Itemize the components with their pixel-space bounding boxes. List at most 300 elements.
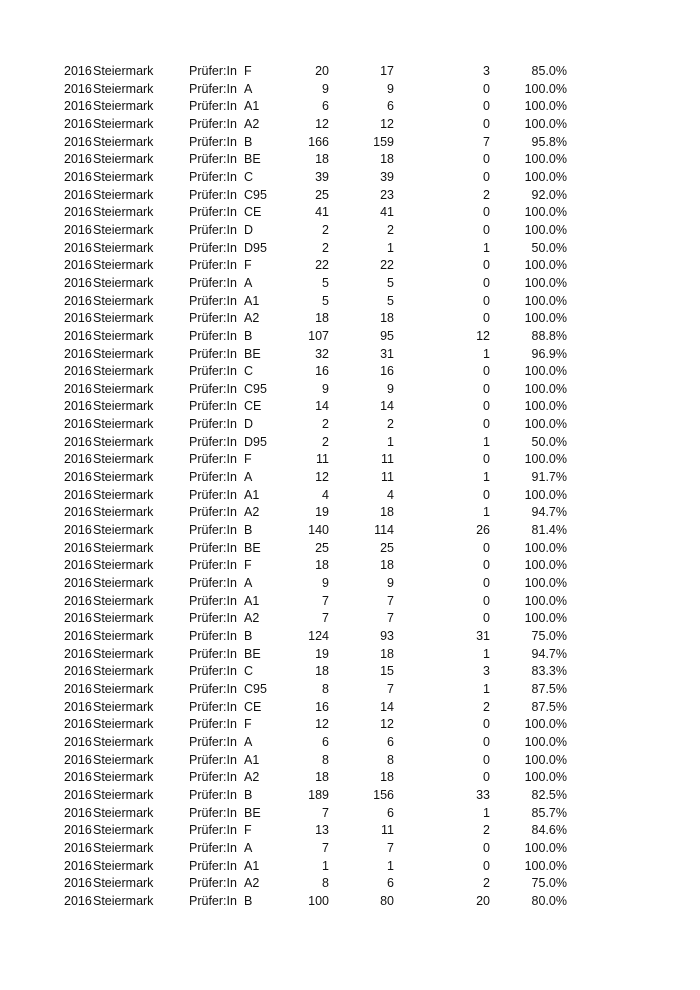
- table-row: [0, 151, 700, 169]
- license-class-cell: BE: [244, 805, 261, 820]
- total-cell: 2: [322, 222, 329, 237]
- region-cell: Steiermark: [93, 840, 154, 855]
- pass-rate-cell: 100.0%: [524, 487, 567, 502]
- passed-cell: 14: [380, 699, 394, 714]
- role-cell: Prüfer:In: [189, 187, 237, 202]
- year-cell: 2016: [64, 381, 92, 396]
- pass-rate-cell: 100.0%: [524, 81, 567, 96]
- year-cell: 2016: [64, 205, 92, 220]
- passed-cell: 18: [380, 152, 394, 167]
- role-cell: Prüfer:In: [189, 64, 237, 78]
- table-row: [0, 257, 700, 275]
- license-class-cell: C: [244, 169, 254, 184]
- year-cell: 2016: [64, 576, 92, 591]
- failed-cell: 2: [483, 699, 490, 714]
- total-cell: 140: [308, 523, 329, 538]
- total-cell: 1: [322, 858, 329, 873]
- region-cell: Steiermark: [93, 876, 154, 891]
- passed-cell: 12: [380, 717, 394, 732]
- year-cell: 2016: [64, 487, 92, 502]
- failed-cell: 0: [483, 593, 490, 608]
- table-row: [0, 875, 700, 893]
- license-class-cell: B: [244, 134, 253, 149]
- year-cell: 2016: [64, 611, 92, 626]
- passed-cell: 9: [387, 381, 394, 396]
- failed-cell: 0: [483, 734, 490, 749]
- table-row: [0, 328, 700, 346]
- passed-cell: 80: [380, 893, 394, 908]
- region-cell: Steiermark: [93, 893, 154, 908]
- pass-rate-cell: 75.0%: [531, 629, 567, 643]
- passed-cell: 2: [387, 417, 394, 432]
- region-cell: Steiermark: [93, 205, 154, 220]
- failed-cell: 0: [483, 576, 490, 591]
- failed-cell: 0: [483, 293, 490, 308]
- failed-cell: 1: [483, 240, 490, 255]
- total-cell: 22: [315, 258, 329, 273]
- role-cell: Prüfer:In: [189, 576, 237, 591]
- license-class-cell: C95: [244, 187, 267, 202]
- region-cell: Steiermark: [93, 328, 154, 343]
- table-row: [0, 363, 700, 381]
- pass-rate-cell: 85.7%: [531, 805, 567, 820]
- role-cell: Prüfer:In: [189, 328, 237, 343]
- year-cell: 2016: [64, 523, 92, 538]
- license-class-cell: B: [244, 787, 253, 802]
- region-cell: Steiermark: [93, 805, 154, 820]
- license-class-cell: A1: [244, 752, 260, 767]
- year-cell: 2016: [64, 64, 92, 78]
- table-row: [0, 469, 700, 487]
- region-cell: Steiermark: [93, 187, 154, 202]
- year-cell: 2016: [64, 681, 92, 696]
- failed-cell: 7: [483, 134, 490, 149]
- total-cell: 19: [315, 505, 329, 520]
- pass-rate-cell: 100.0%: [524, 364, 567, 379]
- license-class-cell: A1: [244, 293, 260, 308]
- total-cell: 2: [322, 434, 329, 449]
- total-cell: 20: [315, 64, 329, 78]
- role-cell: Prüfer:In: [189, 699, 237, 714]
- passed-cell: 11: [381, 470, 394, 485]
- role-cell: Prüfer:In: [189, 169, 237, 184]
- role-cell: Prüfer:In: [189, 258, 237, 273]
- failed-cell: 0: [483, 770, 490, 785]
- year-cell: 2016: [64, 805, 92, 820]
- license-class-cell: A1: [244, 487, 260, 502]
- year-cell: 2016: [64, 275, 92, 290]
- year-cell: 2016: [64, 823, 92, 838]
- table-row: [0, 646, 700, 664]
- total-cell: 9: [322, 576, 329, 591]
- license-class-cell: A2: [244, 311, 260, 326]
- passed-cell: 18: [380, 770, 394, 785]
- pass-rate-cell: 100.0%: [524, 275, 567, 290]
- total-cell: 100: [308, 893, 329, 908]
- table-row: [0, 734, 700, 752]
- failed-cell: 0: [483, 540, 490, 555]
- passed-cell: 156: [373, 787, 394, 802]
- role-cell: Prüfer:In: [189, 134, 237, 149]
- license-class-cell: A: [244, 576, 253, 591]
- role-cell: Prüfer:In: [189, 417, 237, 432]
- total-cell: 189: [308, 787, 329, 802]
- role-cell: Prüfer:In: [189, 646, 237, 661]
- table-row: [0, 451, 700, 469]
- table-row: [0, 787, 700, 805]
- total-cell: 7: [322, 611, 329, 626]
- failed-cell: 3: [483, 664, 490, 679]
- region-cell: Steiermark: [93, 664, 154, 679]
- total-cell: 18: [315, 558, 329, 573]
- total-cell: 5: [322, 293, 329, 308]
- total-cell: 18: [315, 152, 329, 167]
- region-cell: Steiermark: [93, 470, 154, 485]
- passed-cell: 41: [380, 205, 394, 220]
- pass-rate-cell: 85.0%: [531, 64, 567, 78]
- table-row: [0, 346, 700, 364]
- region-cell: Steiermark: [93, 770, 154, 785]
- passed-cell: 7: [387, 681, 394, 696]
- passed-cell: 1: [387, 858, 394, 873]
- role-cell: Prüfer:In: [189, 558, 237, 573]
- table-row: [0, 98, 700, 116]
- license-class-cell: A2: [244, 116, 260, 131]
- total-cell: 7: [322, 805, 329, 820]
- license-class-cell: BE: [244, 646, 261, 661]
- total-cell: 2: [322, 417, 329, 432]
- pass-rate-cell: 50.0%: [531, 240, 567, 255]
- year-cell: 2016: [64, 540, 92, 555]
- failed-cell: 12: [476, 328, 490, 343]
- license-class-cell: A: [244, 81, 253, 96]
- role-cell: Prüfer:In: [189, 470, 237, 485]
- role-cell: Prüfer:In: [189, 205, 237, 220]
- total-cell: 25: [315, 187, 329, 202]
- total-cell: 12: [315, 116, 329, 131]
- region-cell: Steiermark: [93, 717, 154, 732]
- role-cell: Prüfer:In: [189, 629, 237, 643]
- role-cell: Prüfer:In: [189, 540, 237, 555]
- region-cell: Steiermark: [93, 399, 154, 414]
- table-row: [0, 699, 700, 717]
- year-cell: 2016: [64, 311, 92, 326]
- pass-rate-cell: 100.0%: [524, 258, 567, 273]
- total-cell: 12: [315, 470, 329, 485]
- year-cell: 2016: [64, 752, 92, 767]
- role-cell: Prüfer:In: [189, 681, 237, 696]
- region-cell: Steiermark: [93, 646, 154, 661]
- passed-cell: 39: [380, 169, 394, 184]
- passed-cell: 6: [387, 99, 394, 114]
- passed-cell: 2: [387, 222, 394, 237]
- region-cell: Steiermark: [93, 452, 154, 467]
- table-row: [0, 116, 700, 134]
- pass-rate-cell: 100.0%: [524, 399, 567, 414]
- failed-cell: 33: [476, 787, 490, 802]
- total-cell: 2: [322, 240, 329, 255]
- pass-rate-cell: 100.0%: [524, 576, 567, 591]
- license-class-cell: A2: [244, 611, 260, 626]
- region-cell: Steiermark: [93, 487, 154, 502]
- license-class-cell: A1: [244, 858, 260, 873]
- table-row: [0, 63, 700, 81]
- year-cell: 2016: [64, 364, 92, 379]
- pass-rate-cell: 50.0%: [531, 434, 567, 449]
- license-class-cell: B: [244, 328, 253, 343]
- license-class-cell: BE: [244, 152, 261, 167]
- license-class-cell: B: [244, 629, 253, 643]
- total-cell: 39: [315, 169, 329, 184]
- passed-cell: 11: [381, 823, 394, 838]
- pass-rate-cell: 100.0%: [524, 417, 567, 432]
- pass-rate-cell: 100.0%: [524, 858, 567, 873]
- role-cell: Prüfer:In: [189, 293, 237, 308]
- role-cell: Prüfer:In: [189, 893, 237, 908]
- year-cell: 2016: [64, 629, 92, 643]
- passed-cell: 93: [380, 629, 394, 643]
- year-cell: 2016: [64, 222, 92, 237]
- table-row: [0, 840, 700, 858]
- role-cell: Prüfer:In: [189, 434, 237, 449]
- license-class-cell: D95: [244, 434, 267, 449]
- data-table: [0, 63, 700, 911]
- license-class-cell: D: [244, 222, 254, 237]
- license-class-cell: A1: [244, 593, 260, 608]
- region-cell: Steiermark: [93, 275, 154, 290]
- failed-cell: 2: [483, 876, 490, 891]
- pass-rate-cell: 87.5%: [531, 699, 567, 714]
- total-cell: 16: [315, 699, 329, 714]
- failed-cell: 0: [483, 487, 490, 502]
- year-cell: 2016: [64, 169, 92, 184]
- table-row: [0, 310, 700, 328]
- role-cell: Prüfer:In: [189, 752, 237, 767]
- table-row: [0, 504, 700, 522]
- year-cell: 2016: [64, 258, 92, 273]
- region-cell: Steiermark: [93, 611, 154, 626]
- passed-cell: 8: [387, 752, 394, 767]
- failed-cell: 20: [476, 893, 490, 908]
- license-class-cell: A1: [244, 99, 260, 114]
- failed-cell: 0: [483, 258, 490, 273]
- passed-cell: 7: [387, 840, 394, 855]
- total-cell: 7: [322, 593, 329, 608]
- pass-rate-cell: 82.5%: [531, 787, 567, 802]
- region-cell: Steiermark: [93, 434, 154, 449]
- passed-cell: 18: [380, 311, 394, 326]
- region-cell: Steiermark: [93, 293, 154, 308]
- year-cell: 2016: [64, 187, 92, 202]
- role-cell: Prüfer:In: [189, 399, 237, 414]
- pass-rate-cell: 100.0%: [524, 540, 567, 555]
- passed-cell: 14: [380, 399, 394, 414]
- year-cell: 2016: [64, 717, 92, 732]
- pass-rate-cell: 100.0%: [524, 99, 567, 114]
- total-cell: 18: [315, 770, 329, 785]
- table-row: [0, 293, 700, 311]
- region-cell: Steiermark: [93, 64, 154, 78]
- failed-cell: 26: [476, 523, 490, 538]
- passed-cell: 114: [374, 523, 394, 538]
- role-cell: Prüfer:In: [189, 222, 237, 237]
- role-cell: Prüfer:In: [189, 858, 237, 873]
- failed-cell: 2: [483, 823, 490, 838]
- pass-rate-cell: 96.9%: [531, 346, 567, 361]
- pass-rate-cell: 100.0%: [524, 840, 567, 855]
- passed-cell: 1: [387, 240, 394, 255]
- region-cell: Steiermark: [93, 858, 154, 873]
- region-cell: Steiermark: [93, 681, 154, 696]
- license-class-cell: A: [244, 840, 253, 855]
- table-row: [0, 416, 700, 434]
- license-class-cell: A: [244, 734, 253, 749]
- year-cell: 2016: [64, 787, 92, 802]
- failed-cell: 0: [483, 752, 490, 767]
- year-cell: 2016: [64, 346, 92, 361]
- role-cell: Prüfer:In: [189, 381, 237, 396]
- license-class-cell: C95: [244, 681, 267, 696]
- failed-cell: 0: [483, 840, 490, 855]
- year-cell: 2016: [64, 734, 92, 749]
- region-cell: Steiermark: [93, 752, 154, 767]
- failed-cell: 0: [483, 152, 490, 167]
- pass-rate-cell: 83.3%: [531, 664, 567, 679]
- failed-cell: 0: [483, 611, 490, 626]
- region-cell: Steiermark: [93, 629, 154, 643]
- year-cell: 2016: [64, 81, 92, 96]
- total-cell: 11: [316, 452, 329, 467]
- pass-rate-cell: 100.0%: [524, 311, 567, 326]
- role-cell: Prüfer:In: [189, 275, 237, 290]
- region-cell: Steiermark: [93, 787, 154, 802]
- passed-cell: 4: [387, 487, 394, 502]
- table-row: [0, 275, 700, 293]
- region-cell: Steiermark: [93, 222, 154, 237]
- pass-rate-cell: 100.0%: [524, 770, 567, 785]
- license-class-cell: D95: [244, 240, 267, 255]
- pass-rate-cell: 100.0%: [524, 205, 567, 220]
- year-cell: 2016: [64, 876, 92, 891]
- passed-cell: 5: [387, 293, 394, 308]
- passed-cell: 6: [387, 876, 394, 891]
- region-cell: Steiermark: [93, 152, 154, 167]
- pass-rate-cell: 100.0%: [524, 611, 567, 626]
- role-cell: Prüfer:In: [189, 787, 237, 802]
- region-cell: Steiermark: [93, 505, 154, 520]
- failed-cell: 0: [483, 116, 490, 131]
- failed-cell: 1: [483, 470, 490, 485]
- pass-rate-cell: 92.0%: [531, 187, 567, 202]
- pass-rate-cell: 100.0%: [524, 152, 567, 167]
- role-cell: Prüfer:In: [189, 523, 237, 538]
- year-cell: 2016: [64, 99, 92, 114]
- passed-cell: 22: [380, 258, 394, 273]
- total-cell: 8: [322, 681, 329, 696]
- failed-cell: 1: [483, 646, 490, 661]
- region-cell: Steiermark: [93, 823, 154, 838]
- region-cell: Steiermark: [93, 417, 154, 432]
- failed-cell: 1: [483, 805, 490, 820]
- role-cell: Prüfer:In: [189, 593, 237, 608]
- pass-rate-cell: 100.0%: [524, 752, 567, 767]
- total-cell: 8: [322, 876, 329, 891]
- year-cell: 2016: [64, 558, 92, 573]
- pass-rate-cell: 84.6%: [531, 823, 567, 838]
- total-cell: 8: [322, 752, 329, 767]
- region-cell: Steiermark: [93, 99, 154, 114]
- pass-rate-cell: 94.7%: [531, 646, 567, 661]
- table-row: [0, 769, 700, 787]
- table-row: [0, 593, 700, 611]
- region-cell: Steiermark: [93, 734, 154, 749]
- year-cell: 2016: [64, 646, 92, 661]
- year-cell: 2016: [64, 699, 92, 714]
- license-class-cell: BE: [244, 346, 261, 361]
- passed-cell: 9: [387, 576, 394, 591]
- passed-cell: 18: [380, 505, 394, 520]
- license-class-cell: C: [244, 664, 254, 679]
- failed-cell: 2: [483, 187, 490, 202]
- role-cell: Prüfer:In: [189, 876, 237, 891]
- total-cell: 166: [308, 134, 329, 149]
- table-row: [0, 381, 700, 399]
- pass-rate-cell: 81.4%: [531, 523, 567, 538]
- failed-cell: 1: [483, 346, 490, 361]
- total-cell: 12: [315, 717, 329, 732]
- license-class-cell: CE: [244, 699, 262, 714]
- passed-cell: 18: [380, 558, 394, 573]
- pass-rate-cell: 100.0%: [524, 452, 567, 467]
- role-cell: Prüfer:In: [189, 487, 237, 502]
- role-cell: Prüfer:In: [189, 346, 237, 361]
- total-cell: 124: [308, 629, 329, 643]
- failed-cell: 0: [483, 99, 490, 114]
- license-class-cell: D: [244, 417, 254, 432]
- pass-rate-cell: 87.5%: [531, 681, 567, 696]
- failed-cell: 31: [476, 629, 490, 643]
- license-class-cell: A: [244, 275, 253, 290]
- role-cell: Prüfer:In: [189, 364, 237, 379]
- year-cell: 2016: [64, 434, 92, 449]
- pass-rate-cell: 100.0%: [524, 381, 567, 396]
- region-cell: Steiermark: [93, 576, 154, 591]
- pass-rate-cell: 94.7%: [531, 505, 567, 520]
- passed-cell: 6: [387, 805, 394, 820]
- pass-rate-cell: 95.8%: [531, 134, 567, 149]
- failed-cell: 0: [483, 417, 490, 432]
- passed-cell: 6: [387, 734, 394, 749]
- license-class-cell: A2: [244, 770, 260, 785]
- table-row: [0, 169, 700, 187]
- total-cell: 16: [315, 364, 329, 379]
- table-row: [0, 187, 700, 205]
- year-cell: 2016: [64, 505, 92, 520]
- passed-cell: 17: [380, 64, 394, 78]
- total-cell: 5: [322, 275, 329, 290]
- table-row: [0, 434, 700, 452]
- region-cell: Steiermark: [93, 593, 154, 608]
- failed-cell: 1: [483, 505, 490, 520]
- region-cell: Steiermark: [93, 169, 154, 184]
- total-cell: 4: [322, 487, 329, 502]
- pass-rate-cell: 100.0%: [524, 717, 567, 732]
- license-class-cell: CE: [244, 399, 262, 414]
- license-class-cell: C95: [244, 381, 267, 396]
- pass-rate-cell: 100.0%: [524, 558, 567, 573]
- failed-cell: 0: [483, 311, 490, 326]
- pass-rate-cell: 80.0%: [531, 893, 567, 908]
